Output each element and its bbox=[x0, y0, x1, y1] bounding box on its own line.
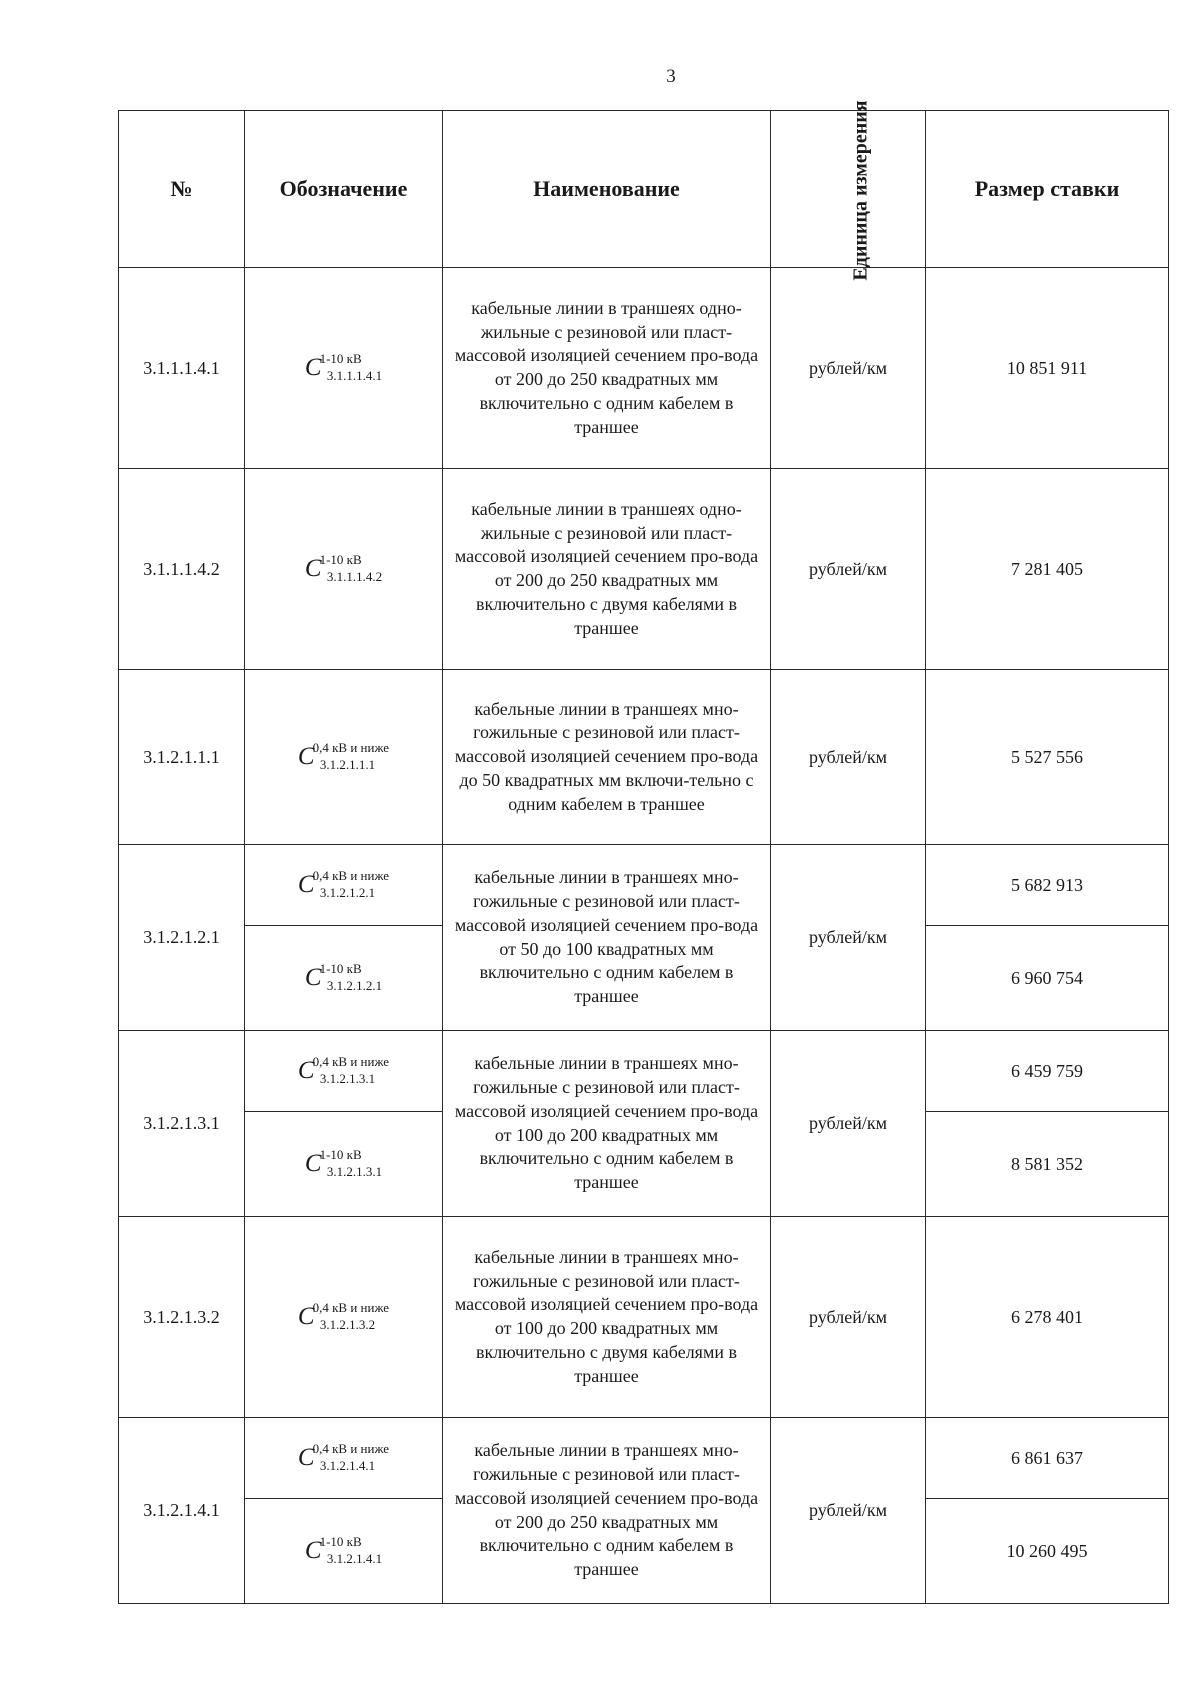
row-number: 3.1.2.1.3.1 bbox=[119, 1031, 245, 1217]
row-number: 3.1.2.1.3.2 bbox=[119, 1217, 245, 1418]
table-row bbox=[119, 845, 1169, 926]
designation-code: C0,4 кВ и ниже 3.1.2.1.3.2 bbox=[297, 1300, 390, 1332]
rates-table bbox=[118, 100, 1169, 1604]
row-designation bbox=[245, 845, 443, 926]
header-num: № bbox=[119, 111, 245, 268]
row-rate: 10 260 495 bbox=[926, 1499, 1169, 1604]
row-designation bbox=[245, 1418, 443, 1499]
designation-voltage: 0,4 кВ и ниже bbox=[312, 740, 390, 755]
row-designation bbox=[245, 1499, 443, 1604]
designation-code: C1-10 кВ 3.1.1.1.4.1 bbox=[304, 351, 383, 383]
designation-code: C1-10 кВ 3.1.1.1.4.2 bbox=[304, 552, 383, 584]
designation-voltage: 0,4 кВ и ниже bbox=[312, 868, 390, 883]
row-name: кабельные линии в траншеях мно-гожильные с резиновой или пласт-массовой изоляцией сечением про-вода от 50 до 100 квадратных мм включительно с одним кабелем в траншее bbox=[443, 845, 771, 1031]
row-rate: 6 459 759 bbox=[926, 1031, 1169, 1112]
table-header-row bbox=[119, 111, 1169, 268]
header-unit bbox=[771, 100, 926, 281]
row-designation bbox=[245, 926, 443, 1031]
designation-voltage: 0,4 кВ и ниже bbox=[312, 1441, 390, 1456]
table-row bbox=[119, 268, 1169, 469]
row-designation bbox=[245, 469, 443, 670]
designation-index: 3.1.2.1.2.1 bbox=[319, 885, 376, 900]
header-unit-label: Единица измерения bbox=[849, 100, 872, 281]
row-number: 3.1.2.1.4.1 bbox=[119, 1418, 245, 1604]
row-unit: рублей/км bbox=[771, 469, 926, 670]
designation-voltage: 1-10 кВ bbox=[319, 552, 362, 567]
row-designation bbox=[245, 1031, 443, 1112]
row-rate: 6 278 401 bbox=[926, 1217, 1169, 1418]
row-name: кабельные линии в траншеях мно-гожильные с резиновой или пласт-массовой изоляцией сечением про-вода от 200 до 250 квадратных мм включительно с одним кабелем в траншее bbox=[443, 1418, 771, 1604]
header-designation: Обозначение bbox=[245, 111, 443, 268]
designation-index: 3.1.2.1.1.1 bbox=[319, 757, 376, 772]
row-unit: рублей/км bbox=[771, 1217, 926, 1418]
designation-code: C1-10 кВ 3.1.2.1.2.1 bbox=[304, 961, 383, 993]
row-designation bbox=[245, 1112, 443, 1217]
row-unit: рублей/км bbox=[771, 1031, 926, 1217]
designation-index: 3.1.2.1.4.1 bbox=[319, 1458, 376, 1473]
row-rate: 10 851 911 bbox=[926, 268, 1169, 469]
designation-code: C0,4 кВ и ниже 3.1.2.1.4.1 bbox=[297, 1441, 390, 1473]
row-number: 3.1.2.1.1.1 bbox=[119, 670, 245, 845]
row-rate: 6 861 637 bbox=[926, 1418, 1169, 1499]
row-rate: 6 960 754 bbox=[926, 926, 1169, 1031]
row-rate: 7 281 405 bbox=[926, 469, 1169, 670]
designation-index: 3.1.1.1.4.2 bbox=[326, 569, 383, 584]
designation-code: C1-10 кВ 3.1.2.1.4.1 bbox=[304, 1534, 383, 1566]
table-body bbox=[119, 268, 1169, 1604]
row-number: 3.1.1.1.4.1 bbox=[119, 268, 245, 469]
row-name: кабельные линии в траншеях одно-жильные с резиновой или пласт-массовой изоляцией сечением про-вода от 200 до 250 квадратных мм включительно с двумя кабелями в траншее bbox=[443, 469, 771, 670]
row-unit: рублей/км bbox=[771, 845, 926, 1031]
row-designation bbox=[245, 670, 443, 845]
designation-voltage: 1-10 кВ bbox=[319, 351, 362, 366]
table-row bbox=[119, 469, 1169, 670]
designation-index: 3.1.2.1.2.1 bbox=[326, 978, 383, 993]
designation-voltage: 1-10 кВ bbox=[319, 961, 362, 976]
row-name: кабельные линии в траншеях мно-гожильные с резиновой или пласт-массовой изоляцией сечением про-вода до 50 квадратных мм включи-тельно с одним кабелем в траншее bbox=[443, 670, 771, 845]
row-rate: 5 527 556 bbox=[926, 670, 1169, 845]
header-name: Наименование bbox=[443, 111, 771, 268]
row-designation bbox=[245, 268, 443, 469]
row-name: кабельные линии в траншеях мно-гожильные с резиновой или пласт-массовой изоляцией сечением про-вода от 100 до 200 квадратных мм включительно с двумя кабелями в траншее bbox=[443, 1217, 771, 1418]
designation-voltage: 0,4 кВ и ниже bbox=[312, 1054, 390, 1069]
designation-index: 3.1.2.1.4.1 bbox=[326, 1551, 383, 1566]
row-number: 3.1.1.1.4.2 bbox=[119, 469, 245, 670]
row-unit: рублей/км bbox=[771, 670, 926, 845]
table-row bbox=[119, 1217, 1169, 1418]
header-rate: Размер ставки bbox=[926, 111, 1169, 268]
designation-index: 3.1.2.1.3.2 bbox=[319, 1317, 376, 1332]
designation-voltage: 1-10 кВ bbox=[319, 1534, 362, 1549]
row-unit: рублей/км bbox=[771, 268, 926, 469]
row-name: кабельные линии в траншеях мно-гожильные с резиновой или пласт-массовой изоляцией сечением про-вода от 100 до 200 квадратных мм включительно с одним кабелем в траншее bbox=[443, 1031, 771, 1217]
table-row bbox=[119, 1418, 1169, 1499]
designation-voltage: 0,4 кВ и ниже bbox=[312, 1300, 390, 1315]
designation-index: 3.1.2.1.3.1 bbox=[319, 1071, 376, 1086]
row-rate: 5 682 913 bbox=[926, 845, 1169, 926]
table-row bbox=[119, 1031, 1169, 1112]
table-row bbox=[119, 670, 1169, 845]
row-name: кабельные линии в траншеях одно-жильные с резиновой или пласт-массовой изоляцией сечением про-вода от 200 до 250 квадратных мм включительно с одним кабелем в траншее bbox=[443, 268, 771, 469]
designation-index: 3.1.2.1.3.1 bbox=[326, 1164, 383, 1179]
designation-code: C0,4 кВ и ниже 3.1.2.1.3.1 bbox=[297, 1054, 390, 1086]
designation-code: C0,4 кВ и ниже 3.1.2.1.1.1 bbox=[297, 740, 390, 772]
row-number: 3.1.2.1.2.1 bbox=[119, 845, 245, 1031]
designation-code: C0,4 кВ и ниже 3.1.2.1.2.1 bbox=[297, 868, 390, 900]
designation-index: 3.1.1.1.4.1 bbox=[326, 368, 383, 383]
row-designation bbox=[245, 1217, 443, 1418]
row-rate: 8 581 352 bbox=[926, 1112, 1169, 1217]
row-unit: рублей/км bbox=[771, 1418, 926, 1604]
designation-code: C1-10 кВ 3.1.2.1.3.1 bbox=[304, 1147, 383, 1179]
page-number: 3 bbox=[666, 66, 676, 87]
designation-voltage: 1-10 кВ bbox=[319, 1147, 362, 1162]
